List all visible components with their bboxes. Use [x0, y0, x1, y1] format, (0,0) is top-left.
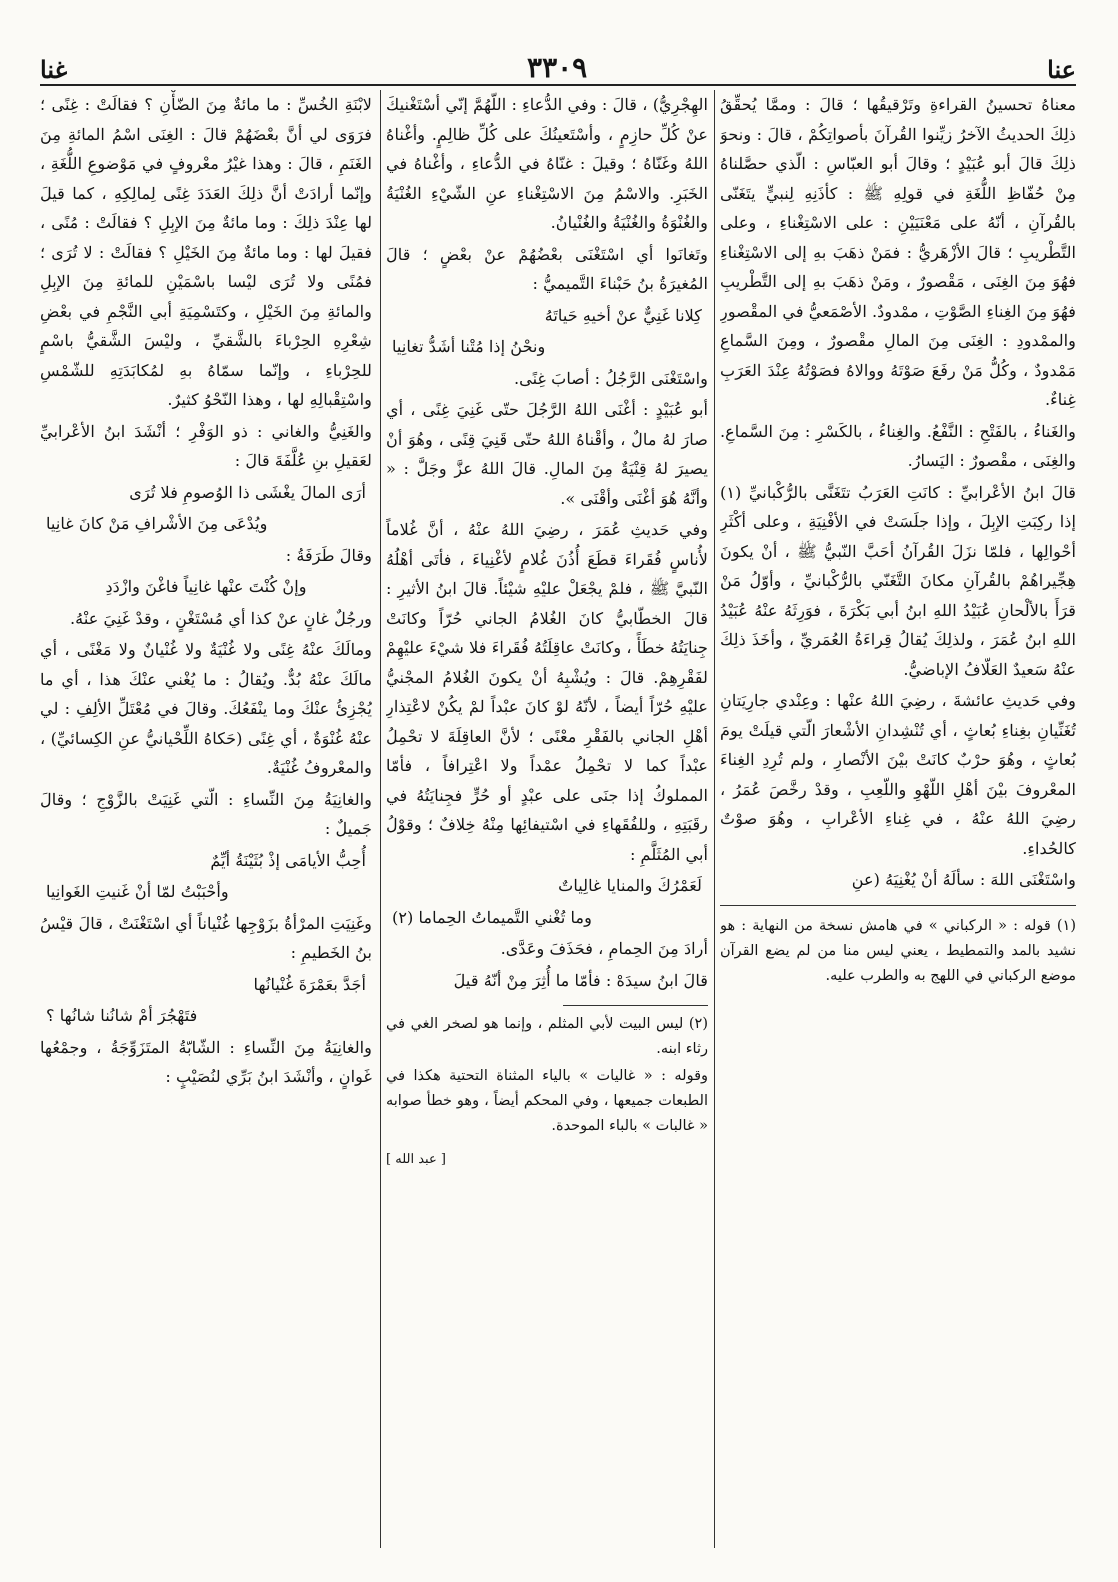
hemistich: وأحْبَبْتُ لمّا أنْ غَنيتِ الغَوانِيا	[46, 882, 229, 901]
footnote-3: وقوله : « غاليات » بالياء المثناة التحتية هكذا في الطبعات جميعها ، وفي المحكم أيضاً ، وهو خطأ صوابه « غالبات » بالباء الموحدة.	[386, 1068, 708, 1134]
paragraph: أرادَ مِنَ الحِمامِ ، فحَذَفَ وعَدَّى.	[500, 939, 708, 958]
footnote-2: (٢) ليس البيت لأبي المثلم ، وإنما هو لصخر الغي في رثاء ابنه.	[386, 1016, 708, 1057]
paragraph: وقالَ طَرَفَةُ :	[285, 545, 372, 565]
header-headword-right: عنا	[1047, 55, 1076, 84]
paragraph: الهِجْرِيُّ) ، قالَ : وفي الدُّعاءِ : اللّهُمَّ إنّي أسْتَغْنيكَ عنْ كُلِّ حازِمٍ ، وأسْتَعينُكَ على كُلِّ ظالِمٍ. وأغْناهُ اللهُ وغَنّاهُ ؛ وقيلَ : غنّاهُ في الدُّعاءِ ، وأغْناهُ في الخَبَرِ. والاسْمُ مِنَ الاسْتِغْناءِ عنِ الشّيْءِ الغُنْيَةُ والغُنْوَةُ والغُنْيَةُ والغُنْيانُ.	[386, 95, 708, 232]
hemistich: وما تُغْني التَّميماتُ الحِماما (٢)	[392, 907, 592, 927]
hemistich: ويُدْعَى مِنَ الأشْرافِ مَنْ كانَ غانِيا	[46, 514, 268, 533]
paragraph: وفي حَديثِ عُمَرَ ، رضِيَ اللهُ عنْهُ ، أنَّ غُلاماً لأُناسٍ فُقَراءَ قطَعَ أُذُنَ غُلامٍ لأغْنِياءَ ، فأتَى أهْلُهُ النّبيَّ ﷺ ، فلمْ يجْعَلْ عليْهِ شيْئاً. قالَ ابنُ الأثيرِ : قالَ الخطّابيُّ كانَ الغُلامُ الجاني حُرّاً وكانَتْ جِنايَتُهُ خطَأً ، وكانَتْ عاقِلَتُهُ فُقَراءَ فلا شيْءَ عليْهِمْ لفَقْرِهِمْ. قالَ : ويُشْبِهُ أنْ يكونَ الغُلامُ المجْنيُّ عليْهِ حُرّاً أيضاً ، لأنّهُ لوْ كانَ عبْداً لمْ يكُنْ لاعْتِذارِ أهْلِ الجاني بالفَقْرِ معْنًى ؛ لأنَّ العاقِلَةَ لا تحْمِلُ عبْداً كما لا تحْمِلُ عمْداً ولا اعْتِرافاً ، فأمّا المملوكُ إذا جنَى على عبْدٍ أو حُرٍّ فجِنايَتُهُ في رقَبَتِهِ ، وللفُقَهاءِ في اسْتيفائِها مِنْهُ خِلافٌ ؛ وقوْلُ أبي المُثَلَّمِ :	[386, 520, 708, 864]
hemistich: أرَى المالَ يغْشَى ذا الوُصومِ فلا تُرَى	[129, 482, 366, 502]
verse	[40, 478, 372, 508]
verse	[40, 572, 372, 602]
hemistich: أُحِبُّ الأيامَى إذْ بُثَيْنَةُ أيِّمٌ	[210, 850, 366, 870]
page-header	[40, 38, 1076, 82]
paragraph: والغانِيَةُ مِنَ النِّساءِ : الشّابّةُ المتَزَوِّجَةُ ، وجمْعُها غَوانٍ ، وأنْشَدَ ابنُ بَرِّي لنُصَيْبٍ :	[40, 1037, 372, 1086]
hemistich: لَعَمْرُكَ والمنايا غالِياتٌ	[558, 876, 702, 895]
hemistich: وإنْ كُنْتَ عنْها غانِياً فاغْنَ وازْدَدِ	[105, 577, 307, 596]
hemistich: كِلانا غَنِيٌّ عنْ أخيهِ حَياتَهُ	[544, 305, 702, 325]
verse	[40, 970, 372, 1000]
paragraph: وغَنِيَتِ المرْأةُ بزَوْجِها غُنْياناً أي اسْتَغْنَتْ ، قالَ قيْسُ بنُ الخَطيمِ :	[40, 913, 372, 962]
verse	[386, 332, 708, 362]
footnote-rule	[563, 1005, 708, 1006]
footnote-rule	[720, 905, 1076, 906]
column-divider-right	[714, 90, 715, 1548]
column-middle	[386, 90, 708, 1550]
verse	[386, 903, 708, 933]
paragraph: والغانِيَةُ مِنَ النِّساءِ : الّتي غَنِيَتْ بالزَّوْجِ ؛ وقالَ جَميلٌ :	[40, 789, 372, 838]
paragraph: واسْتَغْنَى اللهَ : سألَهُ أنْ يُغْنِيَهُ (عنِ	[851, 870, 1076, 889]
paragraph: ورجُلٌ غانٍ عنْ كذا أي مُسْتَغْنٍ ، وقدْ غَنِيَ عنْهُ.	[70, 608, 372, 628]
verse	[40, 1001, 372, 1031]
paragraph: قالَ ابنُ سيدَهْ : فأمّا ما أُثِرَ مِنْ أنّهُ قيلَ	[453, 970, 708, 990]
page-number: ٣٣٠٩	[527, 51, 588, 84]
footnote-1: (١) قوله : « الركباني » في هامش نسخة من النهاية : هو نشيد بالمد والتمطيط ، يعني ليس منا من لم يضع القرآن موضع الركباني في اللهج به والطرب عليه.	[720, 917, 1076, 984]
column-divider-left	[380, 90, 381, 1548]
header-headword-left: غنا	[40, 55, 68, 84]
paragraph: معناهُ تحسينُ القراءةِ وتَرْقيقُها ؛ قالَ : وممَّا يُحقِّقُ ذلِكَ الحديثُ الآخرُ زيِّنوا القُرآنَ بأصواتِكُمْ ، قالَ : ونحوَ ذلِكَ قالَ أبو عُبَيْدٍ ؛ وقالَ أبو العبّاسِ : الّذي حصَّلناهُ مِنْ حُفّاظِ اللُّغَةِ في قولِهِ ﷺ : كأذَنِهِ لِنبيٍّ يتَغَنّى بالقُرآنِ ، أنّهُ على مَعْنَيَيْنِ : على الاسْتِغْناءِ ، وعلى التَّطْريبِ ؛ قالَ الأزْهَريُّ : فمَنْ ذهَبَ بهِ إلى الاسْتِغْناءِ فهُوَ مِنَ الغِنَى ، مَقْصورٌ ، ومَنْ ذهَبَ بهِ إلى التَّطْريبِ فهُوَ مِنَ الغِناءِ الصَّوْتِ ، ممْدودٌ. الأصْمَعيُّ في المقْصورِ والممْدودِ : الغِنَى مِنَ المالِ مقْصورٌ ، ومِنَ السَّماعِ مَمْدودٌ ، وكُلُّ مَنْ رفَعَ صَوْتَهُ ووالاهُ فصَوْتُهُ عِنْدَ العَرَبِ غِناءٌ.	[720, 95, 1076, 409]
paragraph: لابْنَةِ الخُسِّ : ما مائةٌ مِنَ الضّأْنِ ؟ فقالَتْ : غِنًى ؛ فرَوَى لي أنَّ بعْضَهُمْ قالَ : الغِنَى اسْمُ المائةِ مِنَ الغَنَمِ ، قالَ : وهذا غيْرُ معْروفٍ في مَوْضوعِ اللُّغَةِ ، وإنّما أرادَتْ أنَّ ذلِكَ العَدَدَ غِنًى لِمالِكِهِ ، كما قيلَ لها عِنْدَ ذلِكَ : وما مائةٌ مِنَ الإبِلِ ؟ فقالَتْ : مُنًى ، فقيلَ لها : وما مائةٌ مِنَ الخَيْلِ ؟ فقالَتْ : لا تُرَى ؛ فمُنًى ولا تُرَى ليْسا باسْمَيْنِ للمائةِ مِنَ الإبِلِ والمائةِ مِنَ الخَيْلِ ، وكتَسْمِيَةِ أبي النَّجْمِ في بعْضِ شِعْرِهِ الحِرْباءَ بالشَّقيِّ ، وليْسَ الشَّقيُّ باسْمٍ للحِرْباءِ ، وإنّما سمّاهُ بهِ لمُكابَدَتِهِ للشّمْسِ واسْتِقْبالِهِ لها ، وهذا النّحْوُ كثيرٌ.	[40, 95, 372, 409]
paragraph: واسْتَغْنَى الرَّجُلُ : أصابَ غِنًى.	[513, 368, 708, 388]
hemistich: ونحْنُ إذا مُتْنا أشَدُّ تغانِيا	[392, 337, 546, 356]
editor-signature: [ عبد الله ]	[386, 1152, 446, 1167]
hemistich: فتَهْجُرَ أمْ شانُنا شانُها ؟	[46, 1006, 198, 1025]
paragraph: والغَناءُ ، بالفَتْحِ : النَّفْعُ. والغِناءُ ، بالكَسْرِ : مِنَ السَّماعِ. والغِنَى ، مقْصورٌ : اليَسارُ.	[720, 421, 1076, 470]
hemistich: أجَدَّ بعَمْرَةَ غُنْيانُها	[253, 974, 366, 994]
paragraph: والغَنِيُّ والغاني : ذو الوَفْرِ ؛ أنْشَدَ ابنُ الأعْرابيِّ لعَقيلِ بنِ عُلَّفَةَ قالَ :	[40, 421, 372, 470]
verse	[40, 877, 372, 907]
paragraph: وفي حَديثِ عائشةَ ، رضِيَ اللهُ عنْها : وعِنْدي جارِيَتانِ تُغَنِّيانِ بغِناءِ بُعاثٍ ، أي تُنْشِدانِ الأشْعارَ الّتي قيلَتْ يومَ بُعاثٍ ، وهُوَ حرْبٌ كانَتْ بيْنَ الأنْصارِ ، ولم تُرِدِ الغِناءَ المعْروفَ بيْنَ أهْلِ اللّهْوِ واللّعِبِ ، وقدْ رخَّصَ عُمَرُ ، رضِيَ اللهُ عنْهُ ، في غِناءِ الأعْرابِ ، وهُوَ صوْتٌ كالحُداءِ.	[720, 691, 1076, 858]
verse	[386, 301, 708, 331]
verse	[40, 509, 372, 539]
column-right	[720, 90, 1076, 1550]
paragraph: أبو عُبَيْدٍ : أغْنَى اللهُ الرَّجُلَ حتّى غَنِيَ غِنًى ، أي صارَ لهُ مالٌ ، وأقْناهُ اللهُ حتّى قَنِيَ قِنًى ، وهُوَ أنْ يصيرَ لهُ قِنْيَةٌ مِنَ المالِ. قالَ اللهُ عزَّ وجَلَّ : « وأنَّهُ هُوَ أغْنَى وأقْنَى ».	[386, 400, 708, 508]
header-rule	[40, 84, 1076, 86]
verse	[40, 846, 372, 876]
paragraph: ومالَكَ عنْهُ غِنًى ولا غُنْيَةٌ ولا غُنْيانٌ ولا مَغْنًى ، أي مالَكَ عنْهُ بُدٌّ. ويُقالُ : ما يُغْني عنْكَ هذا ، أي ما يُجْزِئُ عنْكَ وما ينْفَعُكَ. وقالَ في مُعْتَلِّ الألِفِ : لي عنْهُ غُنْوَةٌ ، أي غِنًى (حَكاهُ اللِّحْيانيُّ عنِ الكِسائيِّ) ، والمعْروفُ غُنْيَةٌ.	[40, 640, 372, 777]
verse	[386, 871, 708, 901]
paragraph: قالَ ابنُ الأعْرابيِّ : كانَتِ العَرَبُ تتَغَنَّى بالرُّكْبانيِّ (١) إذا ركِبَتِ الإبِلَ ، وإذا جلَسَتْ في الأفْنِيَةِ ، وعلى أكْثَرِ أحْوالِها ، فلمّا نزَلَ القُرآنُ أحَبَّ النّبيُّ ﷺ ، أنْ يكونَ هِجِّيراهُمْ بالقُرآنِ مكانَ التَّغَنّي بالرُّكْبانيِّ ، وأوّلُ مَنْ قرَأَ بالألْحانِ عُبَيْدُ اللهِ ابنُ أبي بَكْرَةَ ، فوَرِثَهُ عنْهُ عُبَيْدُ اللهِ ابنُ عُمَرَ ، ولذلِكَ يُقالُ قِراءَةُ العُمَريِّ ، وأخَذَ ذلِكَ عنْهُ سَعيدٌ العَلّافُ الإباضيُّ.	[720, 482, 1076, 679]
paragraph: وتَغانَوا أي اسْتَغْنَى بعْضُهُمْ عنْ بعْضٍ ؛ قالَ المُغيرَةُ بنُ حَبْناءَ التَّميميُّ :	[386, 244, 708, 293]
column-left	[40, 90, 372, 1550]
